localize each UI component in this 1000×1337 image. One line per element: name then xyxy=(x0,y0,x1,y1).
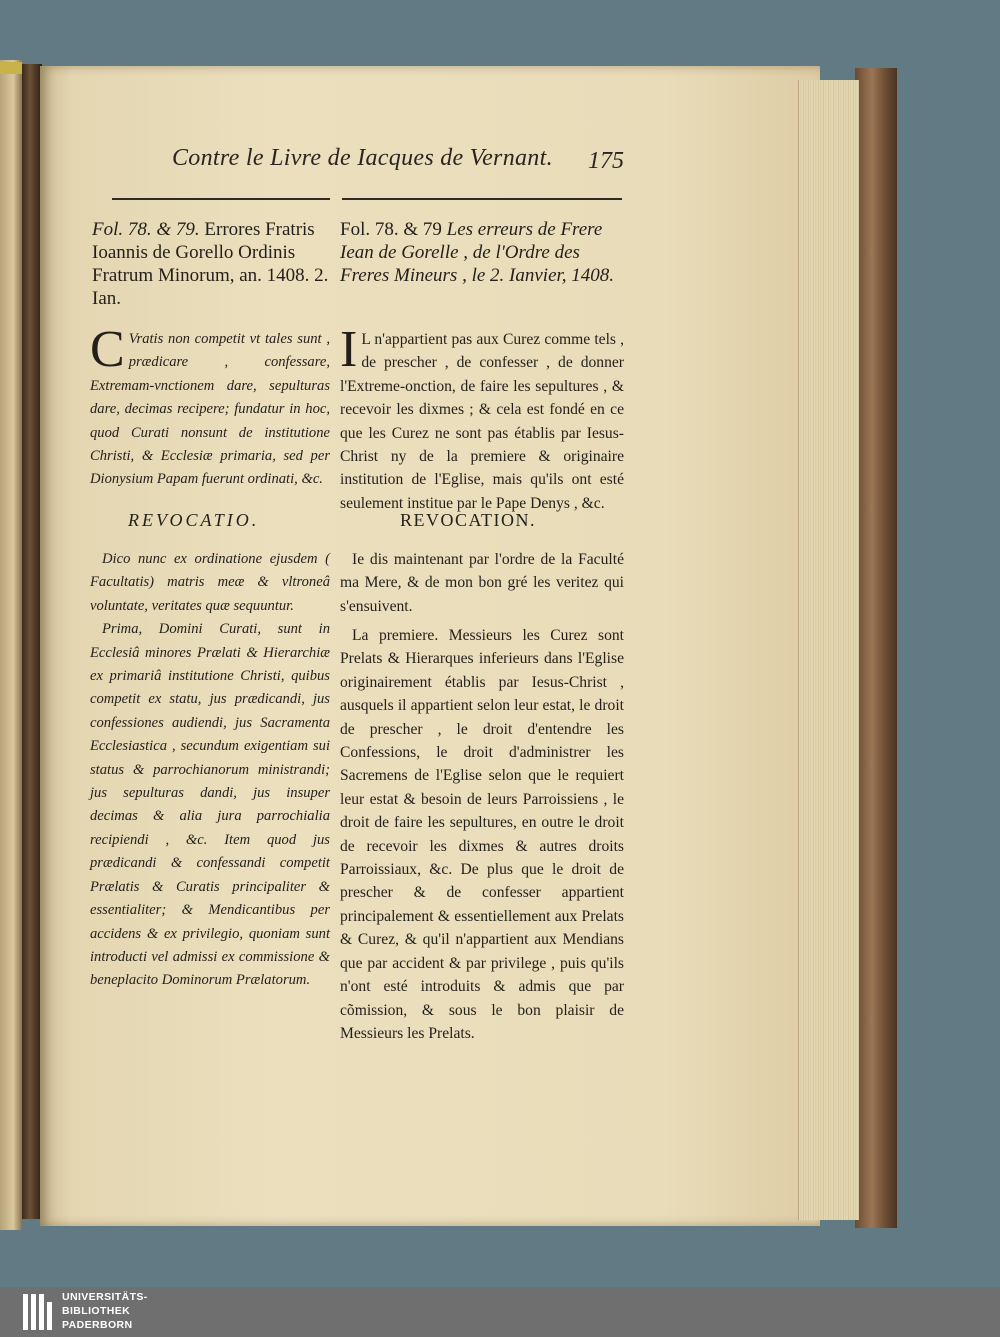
french-revocation-intro-text: Ie dis maintenant par l'ordre de la Faculté ma Mere, & de mon bon gré les veritez qui s'ensuivent. xyxy=(340,551,624,615)
running-head: Contre le Livre de Iacques de Vernant. xyxy=(172,145,553,171)
latin-error-paragraph xyxy=(90,321,330,492)
french-revocation-intro xyxy=(340,548,624,618)
latin-dropcap: C xyxy=(90,321,125,378)
page-stack-edges xyxy=(798,80,859,1220)
library-footer-bar xyxy=(0,1287,1000,1337)
book-cover-edge xyxy=(855,68,897,1228)
french-heading-ref: Fol. 78. & 79 xyxy=(340,219,442,240)
french-revocation-premiere xyxy=(340,624,624,1045)
header-rule-left xyxy=(112,198,330,200)
latin-error-text: Vratis non competit vt tales sunt , prædicare , confessare, Extremam-vnctionem dare, sepulturas dare, decimas recipere; fundatur in hoc, quod Curati nonsunt de institutione Christi, & Ecclesiæ primaria, sed per Dionysium Papam fuerunt ordinati, &c. xyxy=(90,331,330,488)
latin-heading xyxy=(92,218,332,310)
library-logo-icon xyxy=(22,1292,56,1332)
logo-line-3: PADERBORN xyxy=(62,1319,133,1331)
logo-line-1: UNIVERSITÄTS- xyxy=(62,1291,148,1303)
french-error-paragraph xyxy=(340,321,624,515)
facing-page-edge xyxy=(0,60,22,1230)
logo-line-2: BIBLIOTHEK xyxy=(62,1305,131,1317)
latin-revocation-column xyxy=(90,548,330,993)
french-dropcap: I xyxy=(340,321,358,378)
header-rule-right xyxy=(342,198,622,200)
french-heading-text: Les erreurs de Frere Iean de Gorelle , de l'Ordre des Freres Mineurs , le 2. Ianvier, 1408. xyxy=(340,219,615,286)
latin-heading-text: Errores Fratris Ioannis de Gorello Ordinis Fratrum Minorum, an. 1408. 2. Ian. xyxy=(92,219,329,309)
page-number: 175 xyxy=(588,148,624,174)
latin-revocation-prima: Prima, Domini Curati, sunt in Ecclesiâ minores Prælati & Hierarchiæ ex primariâ institutione Christi, quibus competit ex statu, jus prædicandi, jus confessiones audiendi, jus Sacramenta Ecclesiastica , secundum exigentiam sui status & parrochianorum ministrandi; jus sepulturas dandi, jus insuper decimas & alia jura parrochialia recipiendi , &c. Item quod jus prædicandi & confessandi competit Prælatis & Curatis principaliter & essentialiter; & Mendicantibus per accidens & ex privilegio, quoniam sunt introducti vel admissi ex commissione & beneplacito Dominorum Prælatorum. xyxy=(90,621,330,989)
french-section-title: REVOCATION. xyxy=(400,510,536,530)
latin-revocation-intro: Dico nunc ex ordinatione ejusdem ( Facultatis) matris meæ & vltroneâ voluntate, veritates quæ sequuntur. xyxy=(90,551,330,614)
french-error-text: L n'appartient pas aux Curez comme tels , de prescher , de confesser , de donner l'Extreme-onction, de faire les sepultures , & recevoir les dixmes ; & cela est fondé en ce que les Curez ne sont pas établis par Iesus-Christ ny de la premiere & originaire institution de l'Eglise, mais qu'ils ont esté seulement institue par le Pape Denys , &c. xyxy=(340,331,624,512)
binding-thread xyxy=(0,62,22,74)
latin-heading-ref: Fol. 78. & 79. xyxy=(92,219,200,240)
latin-section-title: REVOCATIO. xyxy=(128,510,260,530)
library-logo-text xyxy=(62,1290,148,1332)
french-heading xyxy=(340,218,625,287)
french-revocation-premiere-text: La premiere. Messieurs les Curez sont Prelats & Hierarques inferieurs dans l'Eglise originairement établis par Iesus-Christ , ausquels il appartient selon leur estat, le droit de prescher , le droit d'entendre les Confessions, le droit d'administrer les Sacremens de l'Eglise selon que le requiert leur estat & besoin de leurs Parroissiens , le droit de faire les sepultures, en outre le droit de recevoir les dixmes & autres droits Parroissiaux, &c. De plus que le droit de prescher & de confesser appartient principalement & essentiellement aux Prelats & Curez, & qu'il n'appartient aux Mendians que par accident & par privilege , puis qu'ils n'ont esté introduits & admis que par cõmission, & sous le bon plaisir de Messieurs les Prelats. xyxy=(340,627,624,1042)
book-gutter xyxy=(22,64,42,1219)
